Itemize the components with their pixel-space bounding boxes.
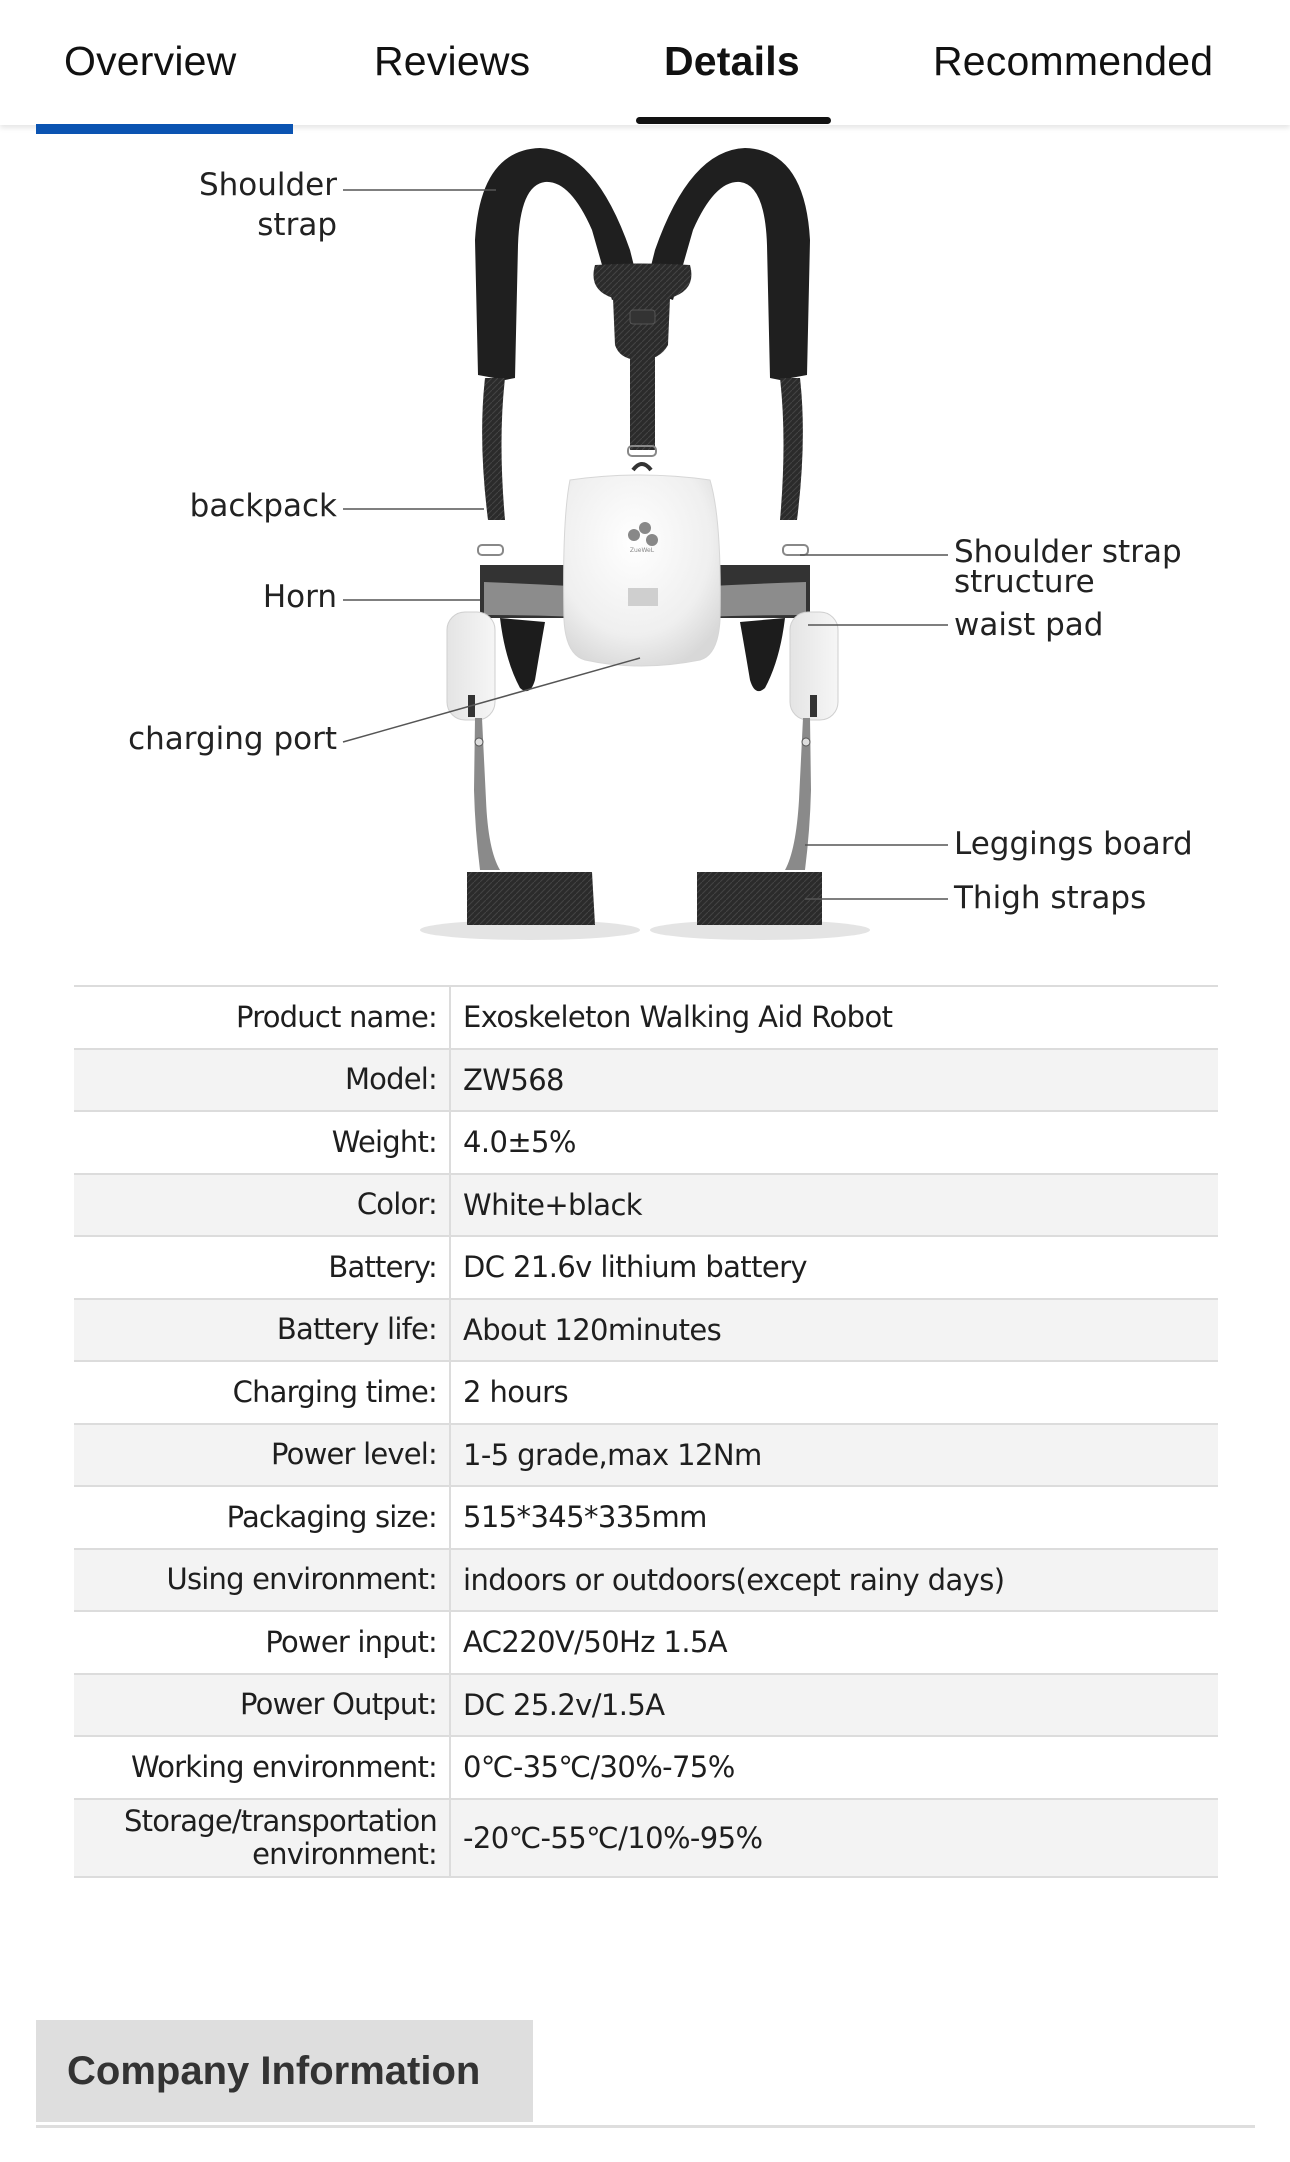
label-charging-port: charging port — [128, 721, 337, 757]
spec-label: Battery life: — [74, 1300, 451, 1361]
spec-value: -20℃-55℃/10%-95% — [463, 1820, 763, 1855]
spec-label: Model: — [74, 1050, 451, 1111]
spec-label: Product name: — [74, 987, 451, 1048]
label-shoulder-strap-line1: Shoulder — [198, 167, 337, 203]
overview-section-indicator — [36, 124, 293, 134]
spec-row-using-environment — [74, 1550, 1218, 1613]
spec-row-power-level — [74, 1425, 1218, 1488]
spec-row-weight — [74, 1112, 1218, 1175]
spec-label: Storage/transportation environment: — [74, 1800, 451, 1876]
tab-recommended[interactable]: Recommended — [933, 38, 1214, 84]
spec-row-battery-life — [74, 1300, 1218, 1363]
spec-label: Working environment: — [74, 1737, 451, 1798]
spec-value: indoors or outdoors(except rainy days) — [463, 1562, 1005, 1597]
spec-row-power-output — [74, 1675, 1218, 1738]
label-shoulder-strap — [199, 169, 337, 241]
spec-label: Battery: — [74, 1237, 451, 1298]
product-diagram — [0, 135, 1290, 965]
spec-row-battery — [74, 1237, 1218, 1300]
label-shoulder-strap-line2: strap — [257, 207, 337, 243]
spec-label: Packaging size: — [74, 1487, 451, 1548]
svg-text:ZueWeL: ZueWeL — [629, 547, 655, 554]
spec-value: ZW568 — [463, 1062, 564, 1097]
spec-label: Color: — [74, 1175, 451, 1236]
tab-details[interactable]: Details — [664, 38, 800, 84]
spec-value: AC220V/50Hz 1.5A — [463, 1625, 728, 1660]
spec-row-color — [74, 1175, 1218, 1238]
tab-reviews[interactable]: Reviews — [374, 38, 531, 84]
spec-row-product-name — [74, 987, 1218, 1050]
label-backpack: backpack — [189, 488, 337, 524]
spec-value: 2 hours — [463, 1375, 569, 1410]
spec-label: Power Output: — [74, 1675, 451, 1736]
spec-row-model — [74, 1050, 1218, 1113]
label-waist-pad: waist pad — [954, 607, 1104, 643]
spec-value: DC 21.6v lithium battery — [463, 1250, 807, 1285]
spec-row-storage-environment — [74, 1800, 1218, 1878]
tab-overview[interactable]: Overview — [64, 38, 237, 84]
spec-row-working-environment — [74, 1737, 1218, 1800]
spec-value: DC 25.2v/1.5A — [463, 1687, 665, 1722]
label-leggings-board: Leggings board — [954, 826, 1193, 862]
spec-value: 515*345*335mm — [463, 1500, 707, 1535]
spec-label: Charging time: — [74, 1362, 451, 1423]
spec-row-charging-time — [74, 1362, 1218, 1425]
spec-label: Power level: — [74, 1425, 451, 1486]
spec-value: 0℃-35℃/30%-75% — [463, 1750, 735, 1785]
company-information-header[interactable] — [36, 2020, 533, 2122]
company-information-title: Company Information — [67, 2048, 481, 2093]
spec-label: Weight: — [74, 1112, 451, 1173]
label-shoulder-strap-structure — [954, 534, 1182, 600]
active-tab-indicator — [636, 117, 831, 124]
spec-row-packaging-size — [74, 1487, 1218, 1550]
spec-row-power-input — [74, 1612, 1218, 1675]
spec-value: Exoskeleton Walking Aid Robot — [463, 1000, 893, 1035]
spec-label: Power input: — [74, 1612, 451, 1673]
spec-label: Using environment: — [74, 1550, 451, 1611]
spec-value: 4.0±5% — [463, 1125, 576, 1160]
spec-value: White+black — [463, 1187, 642, 1222]
label-shoulder-strap-structure-line1: Shoulder strap — [954, 534, 1182, 570]
tab-bar — [0, 0, 1290, 125]
label-shoulder-strap-structure-line2: structure — [954, 564, 1095, 600]
label-thigh-straps: Thigh straps — [954, 880, 1147, 916]
spec-value: 1-5 grade,max 12Nm — [463, 1437, 762, 1472]
spec-value: About 120minutes — [463, 1312, 722, 1347]
section-divider — [36, 2125, 1255, 2128]
label-horn: Horn — [262, 579, 337, 615]
specifications-table — [74, 985, 1218, 1878]
